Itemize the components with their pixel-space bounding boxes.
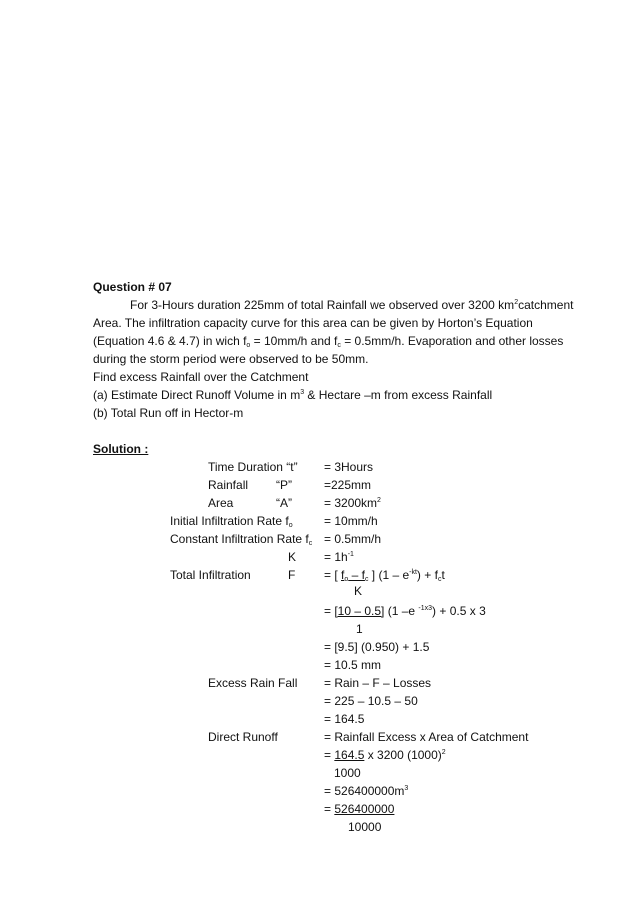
question-line-4: during the storm period were observed to be 50mm. bbox=[93, 352, 369, 366]
question-part-a: (a) Estimate Direct Runoff Volume in $m^3$ & Hectare –m from excess Rainfall bbox=[93, 388, 493, 402]
question-line-5: Find excess Rainfall over the Catchment bbox=[93, 370, 309, 384]
solution-heading: Solution : bbox=[93, 442, 149, 456]
excess-result: = 164.5 bbox=[324, 712, 365, 726]
excess-rainfall-label: Excess Rain Fall bbox=[208, 676, 298, 690]
runoff-line-2-denominator: 1000 bbox=[334, 766, 361, 780]
area-symbol: “A” bbox=[276, 496, 292, 510]
excess-line-1: = Rain – F – Losses bbox=[324, 676, 432, 690]
question-line-1: For 3-Hours duration 225mm of total Rainfall we observed over 3200 $km^2catchment$ bbox=[130, 298, 574, 312]
runoff-line-1: = Rainfall Excess x Area of Catchment bbox=[324, 730, 529, 744]
rainfall-symbol: “P” bbox=[276, 478, 292, 492]
k-symbol: K bbox=[288, 550, 297, 564]
substitution-line: = [10 – 0.5] (1 –e $^{-1x3}$) + 0.5 x 3 bbox=[324, 604, 486, 618]
time-value: = 3Hours bbox=[324, 460, 374, 474]
question-part-b: (b) Total Run off in Hector-m bbox=[93, 406, 244, 420]
question-line-3: (Equation 4.6 & 4.7) in wich $f_o = 10mm/h$ and $f_c = 0.5mm/h$. Evaporation and other losses bbox=[93, 334, 564, 349]
horton-formula: = [ $f_o - f_c$ ] $(1 - e^{-kt}) + f_ct$ bbox=[324, 568, 445, 583]
runoff-hectare-denominator: 10000 bbox=[348, 820, 382, 834]
runoff-hectare-line: = 526400000 bbox=[324, 802, 395, 816]
infiltration-result: = 10.5 mm bbox=[324, 658, 382, 672]
initial-infiltration-value: = 10mm/h bbox=[324, 514, 378, 528]
area-value: = $3200km^2$ bbox=[324, 496, 381, 510]
k-value: = $1h^{-1}$ bbox=[324, 550, 354, 564]
total-infiltration-label: Total Infiltration bbox=[170, 568, 251, 582]
direct-runoff-label: Direct Runoff bbox=[208, 730, 278, 744]
initial-infiltration-label: Initial Infiltration Rate $f_o$ bbox=[170, 514, 293, 529]
constant-infiltration-value: = 0.5mm/h bbox=[324, 532, 382, 546]
rainfall-value: =225mm bbox=[324, 478, 372, 492]
time-label: Time Duration “t” bbox=[208, 460, 298, 474]
area-label: Area bbox=[208, 496, 234, 510]
runoff-volume: = $526400000m^3$ bbox=[324, 784, 409, 798]
excess-line-2: = 225 – 10.5 – 50 bbox=[324, 694, 418, 708]
question-title: Question # 07 bbox=[93, 280, 172, 294]
runoff-line-2: = 164.5 x 3200 $(1000)^2$ bbox=[324, 748, 446, 762]
question-line-2: Area. The infiltration capacity curve for this area can be given by Horton’s Equation bbox=[93, 316, 533, 330]
calculation-line: = [9.5] (0.950) + 1.5 bbox=[324, 640, 430, 654]
constant-infiltration-label: Constant Infiltration Rate $f_c$ bbox=[170, 532, 313, 547]
horton-formula-denominator: K bbox=[354, 584, 363, 598]
total-infiltration-symbol: F bbox=[288, 568, 296, 582]
substitution-denominator: 1 bbox=[356, 622, 363, 636]
rainfall-label: Rainfall bbox=[208, 478, 249, 492]
